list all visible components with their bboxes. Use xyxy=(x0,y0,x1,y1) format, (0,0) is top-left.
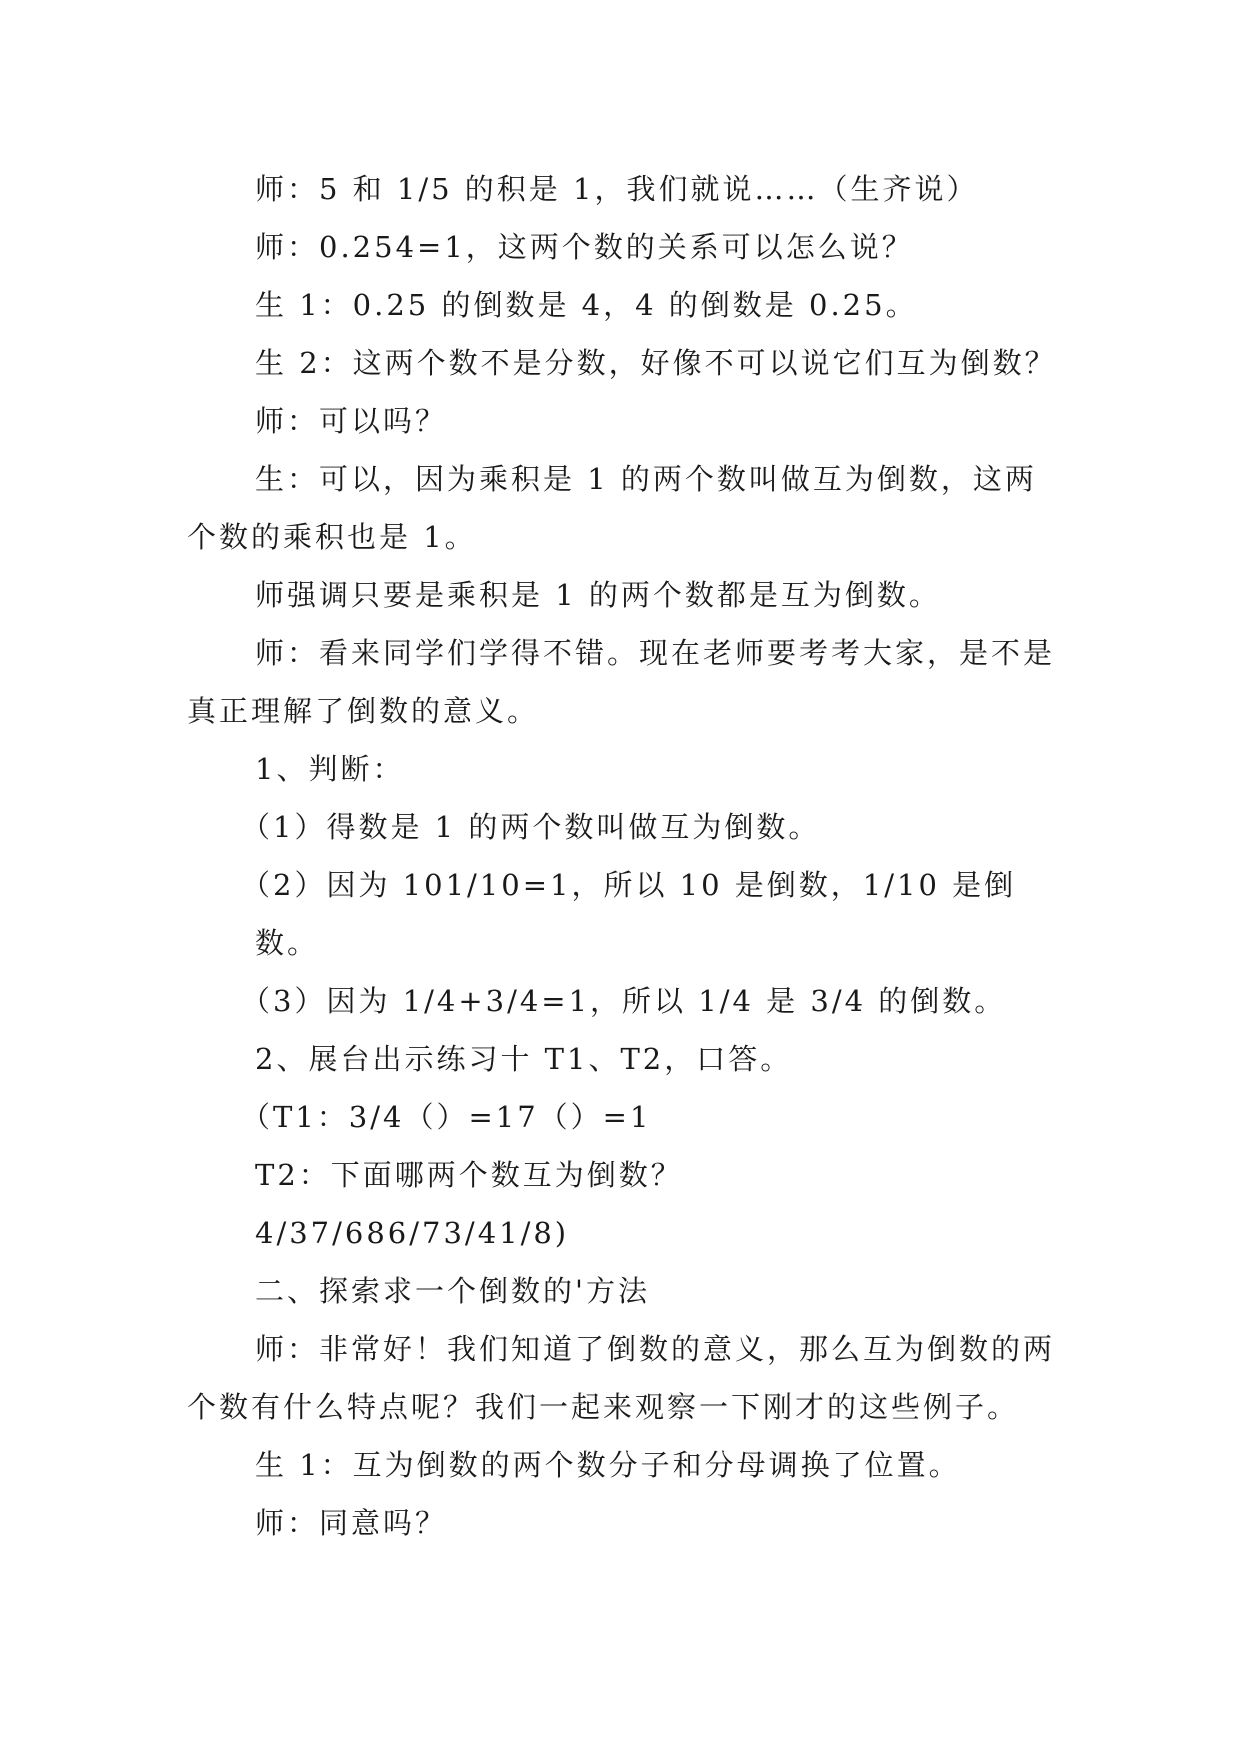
document-body xyxy=(187,160,1057,1552)
exercise-line: （T1：3/4（）=17（）=1 xyxy=(241,1100,652,1134)
list-item: （1）得数是 1 的两个数叫做互为倒数。 xyxy=(241,810,821,844)
paragraph: 生 1：0.25 的倒数是 4，4 的倒数是 0.25。 xyxy=(255,288,918,322)
paragraph: 师：0.254=1，这两个数的关系可以怎么说？ xyxy=(255,230,914,264)
list-item: （3）因为 1/4+3/4=1，所以 1/4 是 3/4 的倒数。 xyxy=(241,984,1007,1018)
paragraph: 师：看来同学们学得不错。现在老师要考考大家，是不是真正理解了倒数的意义。 xyxy=(187,636,1056,728)
paragraph: 师强调只要是乘积是 1 的两个数都是互为倒数。 xyxy=(255,578,941,612)
paragraph: 师：非常好！我们知道了倒数的意义，那么互为倒数的两个数有什么特点呢？我们一起来观察一下刚才的这些例子。 xyxy=(187,1332,1056,1424)
section-heading: 1、判断： xyxy=(255,752,405,786)
paragraph: 生：可以，因为乘积是 1 的两个数叫做互为倒数，这两个数的乘积也是 1。 xyxy=(187,462,1037,554)
paragraph: 生 1：互为倒数的两个数分子和分母调换了位置。 xyxy=(255,1448,961,1482)
paragraph: 师：同意吗？ xyxy=(255,1506,448,1540)
exercise-line: T2：下面哪两个数互为倒数？ xyxy=(255,1158,683,1192)
section-heading: 2、展台出示练习十 T1、T2，口答。 xyxy=(255,1042,793,1076)
paragraph: 师：5 和 1/5 的积是 1，我们就说……（生齐说） xyxy=(255,172,979,206)
paragraph: 生 2：这两个数不是分数，好像不可以说它们互为倒数？ xyxy=(255,346,1057,380)
exercise-line: 4/37/686/73/41/8) xyxy=(255,1216,570,1250)
section-heading: 二、探索求一个倒数的'方法 xyxy=(255,1274,650,1308)
list-item: （2）因为 101/10=1，所以 10 是倒数，1/10 是倒数。 xyxy=(241,868,1017,960)
paragraph: 师：可以吗？ xyxy=(255,404,448,438)
